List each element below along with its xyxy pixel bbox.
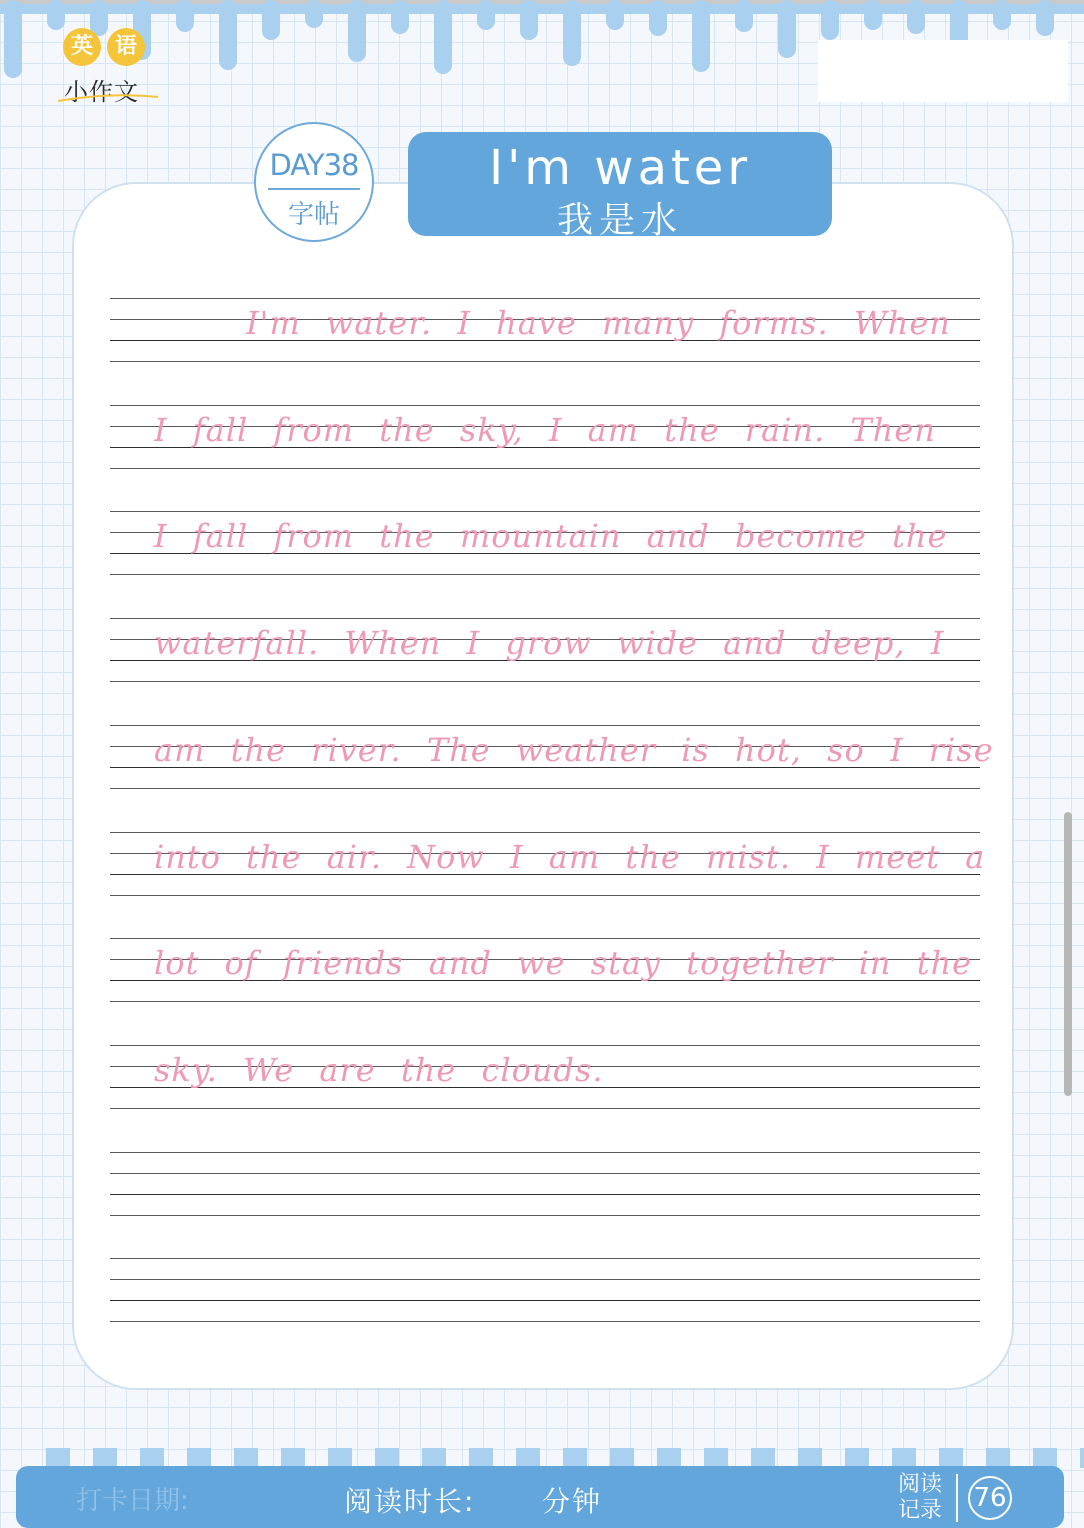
badge-label: 字帖 bbox=[287, 200, 340, 230]
badge-divider bbox=[268, 188, 360, 190]
title-english: I'm water bbox=[488, 140, 752, 196]
ruled-line bbox=[110, 468, 980, 469]
ruled-line bbox=[110, 1045, 980, 1046]
ruled-line bbox=[110, 298, 980, 299]
footer-bar bbox=[16, 1466, 1064, 1528]
ruled-line bbox=[110, 511, 980, 512]
trace-text-line: I fall from the sky, I am the rain. Then bbox=[154, 410, 936, 449]
ruled-line bbox=[110, 1108, 980, 1109]
page-number: 76 bbox=[968, 1476, 1012, 1520]
reading-time-label: 阅读时长: bbox=[344, 1485, 476, 1518]
ruled-line bbox=[110, 1173, 980, 1174]
brand-circle-language: 语 bbox=[107, 28, 145, 66]
ruled-line bbox=[110, 574, 980, 575]
ruled-line bbox=[110, 938, 980, 939]
day-number: DAY38 bbox=[269, 148, 359, 182]
ruled-line bbox=[110, 1279, 980, 1280]
trace-text-line: waterfall. When I grow wide and deep, I bbox=[154, 624, 945, 663]
ruled-line bbox=[110, 1001, 980, 1002]
brand-subtitle: 小作文 bbox=[64, 78, 139, 106]
ruled-line bbox=[110, 405, 980, 406]
ruled-line bbox=[110, 1215, 980, 1216]
ruled-line bbox=[110, 832, 980, 833]
day-badge bbox=[254, 122, 374, 242]
ruled-line bbox=[110, 1194, 980, 1195]
brand-underline-icon bbox=[58, 94, 158, 102]
ruled-line bbox=[110, 1300, 980, 1301]
ruled-line bbox=[110, 681, 980, 682]
trace-text-line: into the air. Now I am the mist. I meet a bbox=[154, 837, 986, 876]
ruled-line bbox=[110, 618, 980, 619]
date-label: 打卡日期: bbox=[76, 1486, 189, 1516]
trace-text-line: I'm water. I have many forms. When bbox=[246, 304, 951, 342]
minutes-label: 分钟 bbox=[542, 1485, 603, 1518]
scrollbar-thumb[interactable] bbox=[1064, 812, 1072, 1096]
title-chinese: 我是水 bbox=[556, 200, 683, 241]
ruled-line bbox=[110, 1321, 980, 1322]
footer-divider bbox=[956, 1474, 958, 1522]
ruled-line bbox=[110, 1152, 980, 1153]
ruled-line bbox=[110, 1258, 980, 1259]
blank-area bbox=[818, 40, 1068, 102]
trace-text-line: I fall from the mountain and become the bbox=[154, 517, 948, 556]
brand-circle-english: 英 bbox=[63, 28, 101, 66]
title-banner bbox=[408, 132, 832, 241]
ruled-line bbox=[110, 361, 980, 362]
trace-text-line: am the river. The weather is hot, so I rise bbox=[154, 730, 994, 769]
copybook-lines bbox=[110, 298, 994, 1328]
trace-text-line: sky. We are the clouds. bbox=[154, 1050, 604, 1089]
ruled-line bbox=[110, 788, 980, 789]
reading-record-label: 阅读记录 bbox=[898, 1472, 943, 1523]
brand-logo bbox=[58, 28, 168, 108]
ruled-line bbox=[110, 725, 980, 726]
bottom-stripe-border bbox=[0, 1448, 1084, 1468]
trace-text-line: lot of friends and we stay together in the bbox=[154, 944, 973, 983]
ruled-line bbox=[110, 895, 980, 896]
